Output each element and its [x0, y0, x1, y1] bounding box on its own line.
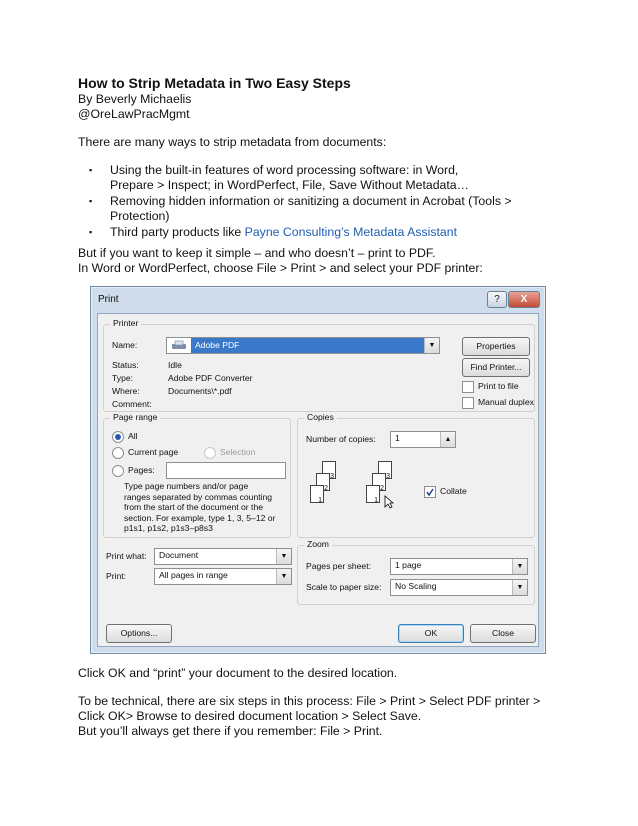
- page-icon: 3: [322, 461, 336, 479]
- paragraph-choose-printer: In Word or WordPerfect, choose File > Print > and select your PDF printer:: [78, 261, 483, 275]
- current-page-label: Current page: [128, 447, 179, 457]
- number-of-copies-label: Number of copies:: [306, 434, 376, 444]
- manual-duplex-label: Manual duplex: [478, 397, 534, 407]
- page-icon: 1: [366, 485, 380, 503]
- bullet-text: Prepare > Inspect; in WordPerfect, File, Save Without Metadata…: [110, 178, 469, 192]
- list-item: [78, 163, 558, 193]
- ok-button[interactable]: OK: [398, 624, 464, 643]
- bullet-icon: ▪: [89, 227, 93, 237]
- collate-pages-icon-2: [366, 461, 426, 521]
- name-label: Name:: [112, 340, 138, 350]
- collate-checkbox[interactable]: [424, 486, 436, 498]
- status-value: Idle: [168, 360, 182, 370]
- paragraph-print-pdf: But if you want to keep it simple – and who doesn’t – print to PDF.: [78, 246, 436, 260]
- copies-value: 1: [395, 433, 400, 443]
- collate-label: Collate: [440, 486, 467, 496]
- manual-duplex-checkbox[interactable]: [462, 397, 474, 409]
- intro-paragraph: There are many ways to strip metadata from documents:: [78, 135, 387, 149]
- status-label: Status:: [112, 360, 139, 370]
- page-icon: 3: [378, 461, 392, 479]
- bullet-list: [78, 163, 558, 241]
- close-button[interactable]: Close: [470, 624, 536, 643]
- printer-name-value: Adobe PDF: [191, 338, 424, 353]
- bullet-text: Third party products like: [110, 225, 245, 239]
- list-item: [78, 194, 558, 224]
- paragraph-click-ok: Click OK and “print” your document to the desired location.: [78, 666, 398, 680]
- chevron-down-icon: ▼: [512, 580, 527, 595]
- selection-radio[interactable]: [204, 447, 216, 459]
- copies-group: [297, 412, 535, 538]
- pages-input[interactable]: [166, 462, 286, 479]
- help-button[interactable]: ?: [487, 291, 507, 308]
- printer-name-select[interactable]: [166, 337, 440, 354]
- find-printer-button[interactable]: Find Printer...: [462, 358, 530, 377]
- paragraph-remember: But you’ll always get there if you remember: File > Print.: [78, 724, 383, 738]
- author-handle: @OreLawPracMgmt: [78, 107, 190, 121]
- where-value: Documents\*.pdf: [168, 386, 232, 396]
- copies-legend: Copies: [304, 412, 337, 422]
- chevron-down-icon: ▼: [276, 569, 291, 584]
- dialog-titlebar: [91, 287, 545, 311]
- where-label: Where:: [112, 386, 140, 396]
- spinner-arrows-icon[interactable]: ▲: [440, 432, 455, 447]
- page-icon: 2: [372, 473, 386, 491]
- zoom-group: [297, 539, 535, 605]
- author-line: By Beverly Michaelis: [78, 92, 192, 106]
- properties-button[interactable]: Properties: [462, 337, 530, 356]
- chevron-down-icon: ▼: [276, 549, 291, 564]
- article-title: How to Strip Metadata in Two Easy Steps: [78, 75, 351, 91]
- bullet-text: Using the built-in features of word processing software: in Word,: [110, 163, 459, 177]
- list-item: [78, 225, 558, 240]
- metadata-assistant-link[interactable]: Payne Consulting’s Metadata Assistant: [244, 225, 458, 239]
- chevron-down-icon: ▼: [512, 559, 527, 574]
- type-label: Type:: [112, 373, 134, 383]
- print-label: Print:: [106, 571, 127, 581]
- paragraph-six-steps-2: Click OK> Browse to desired document location > Select Save.: [78, 709, 422, 723]
- chevron-down-icon: ▼: [424, 338, 439, 353]
- pages-radio[interactable]: [112, 465, 124, 477]
- page-range-help: Type page numbers and/or page ranges separated by commas counting from the start of the document or the section. For example, type 1, 3, 5–12 or p1s1, p1s2, p1s3–p8s3: [124, 481, 276, 533]
- bullet-icon: ▪: [89, 196, 93, 206]
- dialog-body: [97, 313, 539, 647]
- current-page-radio[interactable]: [112, 447, 124, 459]
- printer-icon: [169, 340, 191, 351]
- cursor-arrow-icon: [384, 495, 394, 511]
- zoom-legend: Zoom: [304, 539, 332, 549]
- bullet-text: Protection): [110, 209, 170, 223]
- bullet-text: Removing hidden information or sanitizing a document in Acrobat (Tools >: [110, 194, 512, 208]
- page-range-legend: Page range: [110, 412, 160, 422]
- print-select[interactable]: [154, 568, 292, 585]
- type-value: Adobe PDF Converter: [168, 373, 253, 383]
- pages-per-sheet-select[interactable]: [390, 558, 528, 575]
- scale-label: Scale to paper size:: [306, 582, 382, 592]
- scale-select[interactable]: [390, 579, 528, 596]
- all-label: All: [128, 431, 138, 441]
- collate-pages-icon: [310, 461, 370, 521]
- bullet-icon: ▪: [89, 165, 93, 175]
- dialog-title: Print: [98, 294, 119, 305]
- pages-per-sheet-label: Pages per sheet:: [306, 561, 371, 571]
- page-icon: 2: [316, 473, 330, 491]
- page-icon: 1: [310, 485, 324, 503]
- all-radio[interactable]: [112, 431, 124, 443]
- close-window-button[interactable]: X: [508, 291, 540, 308]
- selection-label: Selection: [220, 447, 256, 457]
- print-what-value: Document: [159, 550, 199, 560]
- printer-legend: Printer: [110, 318, 141, 328]
- comment-label: Comment:: [112, 399, 152, 409]
- print-to-file-checkbox[interactable]: [462, 381, 474, 393]
- print-value: All pages in range: [159, 570, 228, 580]
- page-range-group: [103, 412, 291, 538]
- print-what-select[interactable]: [154, 548, 292, 565]
- print-to-file-label: Print to file: [478, 381, 519, 391]
- pages-per-sheet-value: 1 page: [395, 560, 422, 570]
- pages-label: Pages:: [128, 465, 155, 475]
- options-button[interactable]: Options...: [106, 624, 172, 643]
- scale-value: No Scaling: [395, 581, 437, 591]
- print-dialog: [90, 286, 546, 654]
- paragraph-six-steps-1: To be technical, there are six steps in this process: File > Print > Select PDF printer >: [78, 694, 541, 708]
- copies-spinner[interactable]: [390, 431, 456, 448]
- print-what-label: Print what:: [106, 551, 147, 561]
- printer-group: [103, 318, 535, 412]
